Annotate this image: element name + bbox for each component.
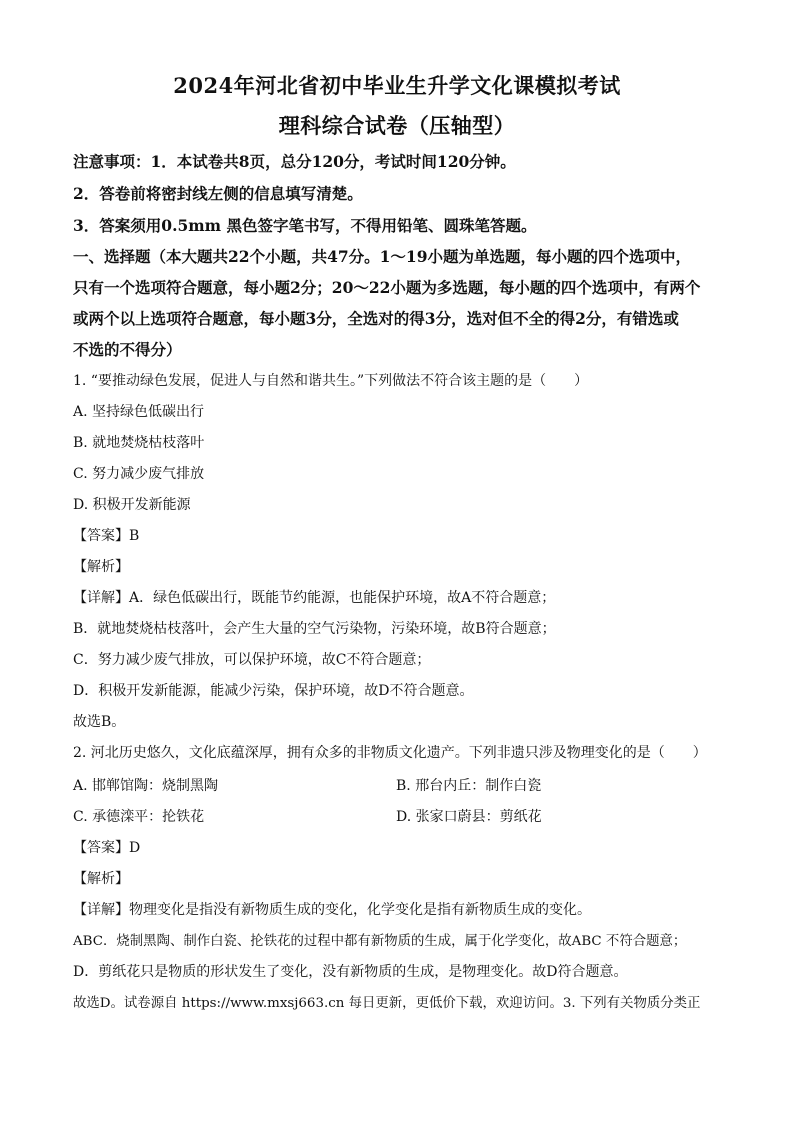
- q1-option-b: B. 就地焚烧枯枝落叶: [73, 435, 205, 451]
- note-line: 2．答卷前将密封线左侧的信息填写清楚。: [73, 184, 363, 203]
- q1-detail: C．努力减少废气排放，可以保护环境，故C不符合题意；: [73, 652, 431, 668]
- q1-option-c: C. 努力减少废气排放: [73, 466, 205, 482]
- q1-detail: 【详解】A．绿色低碳出行，既能节约能源，也能保护环境，故A不符合题意；: [73, 590, 556, 606]
- q2-detail: 【详解】物理变化是指没有新物质生成的变化，化学变化是指有新物质生成的变化。: [73, 902, 591, 918]
- q1-conclusion: 故选B。: [73, 714, 126, 730]
- q2-conclusion: 故选D。试卷源自 https://www.mxsj663.cn 每日更新，更低价下载，欢迎访问。3. 下列有关物质分类正: [73, 996, 701, 1011]
- exam-subtitle: 理科综合试卷（压轴型）: [278, 113, 516, 138]
- question-1-stem: 1. “要推动绿色发展，促进人与自然和谐共生。”下列做法不符合该主题的是（ ）: [73, 373, 589, 389]
- section-instruction: 或两个以上选项符合题意，每小题3分，全选对的得3分，选对但不全的得2分，有错选或: [73, 309, 679, 328]
- q1-option-a: A. 坚持绿色低碳出行: [73, 404, 205, 420]
- exam-title: 2024年河北省初中毕业生升学文化课模拟考试: [173, 73, 621, 98]
- note-line: 注意事项：1．本试卷共8页，总分120分，考试时间120分钟。: [73, 152, 516, 171]
- q1-detail: B．就地焚烧枯枝落叶，会产生大量的空气污染物，污染环境，故B符合题意；: [73, 621, 556, 637]
- section-instruction: 一、选择题（本大题共22个小题，共47分。1～19小题为单选题，每小题的四个选项中，: [73, 247, 691, 266]
- q2-detail: ABC．烧制黑陶、制作白瓷、抡铁花的过程中都有新物质的生成，属于化学变化，故ABC 不符合题意；: [73, 934, 687, 949]
- q1-detail: D．积极开发新能源，能减少污染，保护环境，故D不符合题意。: [73, 683, 474, 699]
- q2-option-c: C. 承德滦平：抡铁花: [73, 809, 205, 825]
- q2-option-a: A. 邯郸馆陶：烧制黑陶: [73, 778, 219, 794]
- q1-option-d: D. 积极开发新能源: [73, 497, 191, 513]
- q2-option-b: B. 邢台内丘：制作白瓷: [396, 778, 542, 794]
- q1-answer: 【答案】B: [73, 528, 140, 544]
- q2-option-d: D. 张家口蔚县：剪纸花: [396, 809, 542, 825]
- question-2-stem: 2. 河北历史悠久，文化底蕴深厚，拥有众多的非物质文化遗产。下列非遗只涉及物理变化的是（ ）: [73, 745, 707, 761]
- section-instruction: 只有一个选项符合题意，每小题2分；20～22小题为多选题，每小题的四个选项中，有两个: [73, 278, 701, 297]
- note-line: 3．答案须用0.5mm 黑色签字笔书写，不得用铅笔、圆珠笔答题。: [73, 216, 537, 235]
- q2-answer: 【答案】D: [73, 840, 141, 856]
- section-instruction: 不选的不得分）: [73, 340, 182, 359]
- q1-analysis-label: 【解析】: [73, 559, 129, 575]
- q2-detail: D．剪纸花只是物质的形状发生了变化，没有新物质的生成，是物理变化。故D符合题意。: [73, 964, 628, 980]
- q2-analysis-label: 【解析】: [73, 871, 129, 887]
